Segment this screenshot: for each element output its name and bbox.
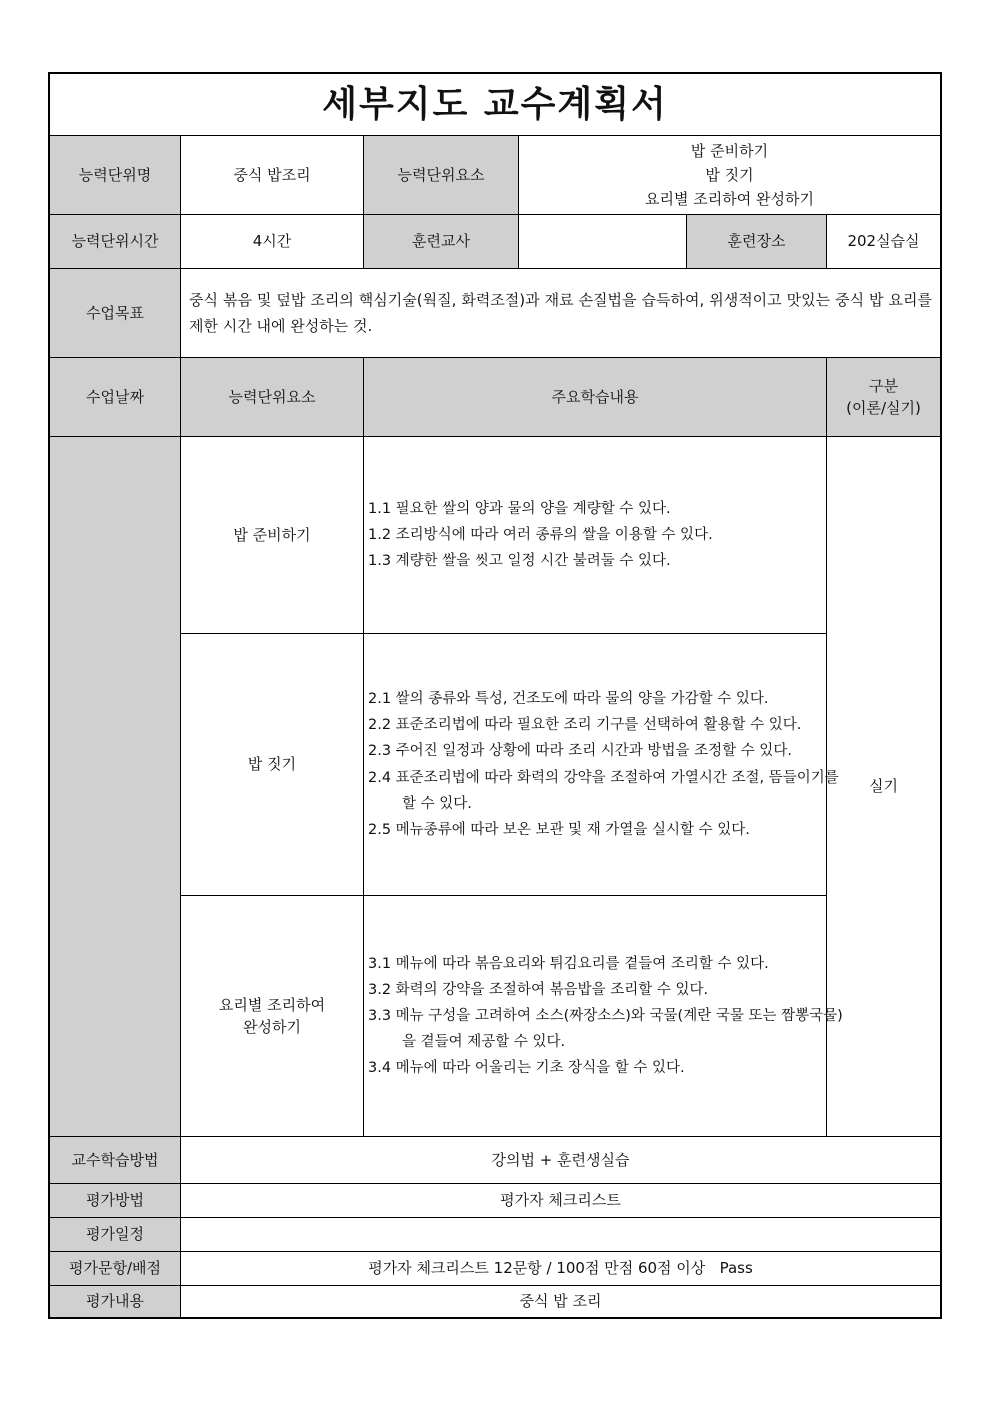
learning-item: 2.4 표준조리법에 따라 화력의 강약을 조절하여 가열시간 조절, 뜸들이기를 할 수 있다.: [368, 769, 839, 812]
eval-method-label: 평가방법: [50, 1184, 181, 1218]
schedule-element-cell: [181, 896, 364, 1137]
location-value: 202실습실: [827, 215, 940, 269]
teaching-method-value: 강의법 + 훈련생실습: [181, 1137, 940, 1184]
eval-method-value: 평가자 체크리스트: [181, 1184, 940, 1218]
teaching-method-label: 교수학습방법: [50, 1137, 181, 1184]
learning-item: 1.3 계량한 쌀을 씻고 일정 시간 불려둘 수 있다.: [368, 553, 671, 570]
schedule-type-header-line: 구분: [869, 376, 898, 395]
learning-item: 2.1 쌀의 종류와 특성, 건조도에 따라 물의 양을 가감할 수 있다.: [368, 691, 769, 708]
schedule-content-cell: [364, 896, 843, 1137]
unit-name-label: 능력단위명: [50, 136, 181, 215]
learning-item: 2.2 표준조리법에 따라 필요한 조리 기구를 선택하여 활용할 수 있다.: [368, 717, 802, 734]
unit-element-label: 능력단위요소: [364, 136, 519, 215]
eval-items-value: 평가자 체크리스트 12문항 / 100점 만점 60점 이상 Pass: [181, 1252, 940, 1286]
schedule-type-header: [827, 358, 940, 437]
schedule-element-header: 능력단위요소: [181, 358, 364, 437]
eval-date-label: 평가일정: [50, 1218, 181, 1252]
schedule-element-line: 완성하기: [243, 1018, 301, 1036]
learning-item: 3.3 메뉴 구성을 고려하여 소스(짜장소스)와 국물(계란 국물 또는 짬뽕국물)을 곁들여 제공할 수 있다.: [368, 1007, 843, 1051]
unit-time-value: 4시간: [181, 215, 364, 269]
unit-time-label: 능력단위시간: [50, 215, 181, 269]
lesson-plan-sheet: [48, 72, 942, 1319]
eval-content-value: 중식 밥 조리: [519, 1292, 602, 1311]
schedule-type-cell: 실기: [827, 437, 940, 1137]
learning-item: 3.1 메뉴에 따라 볶음요리와 튀김요리를 곁들여 조리할 수 있다.: [368, 955, 769, 972]
unit-element-item: 요리별 조리하여 완성하기: [645, 190, 814, 208]
schedule-date-cell: [50, 437, 181, 1137]
schedule-type-header-line: (이론/실기): [846, 399, 921, 417]
schedule-element-cell: 밥 짓기: [181, 634, 364, 896]
location-label: 훈련장소: [687, 215, 827, 269]
schedule-date-header: 수업날짜: [50, 358, 181, 437]
learning-item: 1.2 조리방식에 따라 여러 종류의 쌀을 이용할 수 있다.: [368, 526, 713, 543]
learning-item: 2.3 주어진 일정과 상황에 따라 조리 시간과 방법을 조정할 수 있다.: [368, 743, 792, 760]
eval-items-label: 평가문항/배점: [50, 1252, 181, 1286]
objective-label: 수업목표: [50, 269, 181, 358]
eval-date-value: [181, 1218, 940, 1252]
learning-item: 3.4 메뉴에 따라 어울리는 기초 장식을 할 수 있다.: [368, 1060, 685, 1077]
unit-elements-list: [519, 136, 940, 215]
instructor-label: 훈련교사: [364, 215, 519, 269]
schedule-content-cell: [364, 437, 827, 634]
objective-text: 중식 볶음 및 덮밥 조리의 핵심기술(웍질, 화력조절)과 재료 손질법을 습득하여, 위생적이고 맛있는 중식 밥 요리를 제한 시간 내에 완성하는 것.: [181, 269, 940, 358]
learning-item: 3.2 화력의 강약을 조절하여 볶음밥을 조리할 수 있다.: [368, 981, 709, 998]
learning-item: 1.1 필요한 쌀의 양과 물의 양을 계량할 수 있다.: [368, 500, 671, 517]
schedule-element-cell: 밥 준비하기: [181, 437, 364, 634]
schedule-content-cell: [364, 634, 839, 896]
unit-name-value: 중식 밥조리: [181, 136, 364, 215]
schedule-element-line: 요리별 조리하여: [218, 995, 326, 1014]
document-title: 세부지도 교수계획서: [50, 74, 940, 136]
instructor-value: [519, 215, 687, 269]
schedule-content-header: 주요학습내용: [364, 358, 827, 437]
learning-item: 2.5 메뉴종류에 따라 보온 보관 및 재 가열을 실시할 수 있다.: [368, 821, 750, 838]
eval-content-label: 평가내용: [50, 1286, 181, 1317]
unit-element-item: 밥 짓기: [705, 166, 754, 184]
unit-element-item: 밥 준비하기: [690, 142, 769, 160]
